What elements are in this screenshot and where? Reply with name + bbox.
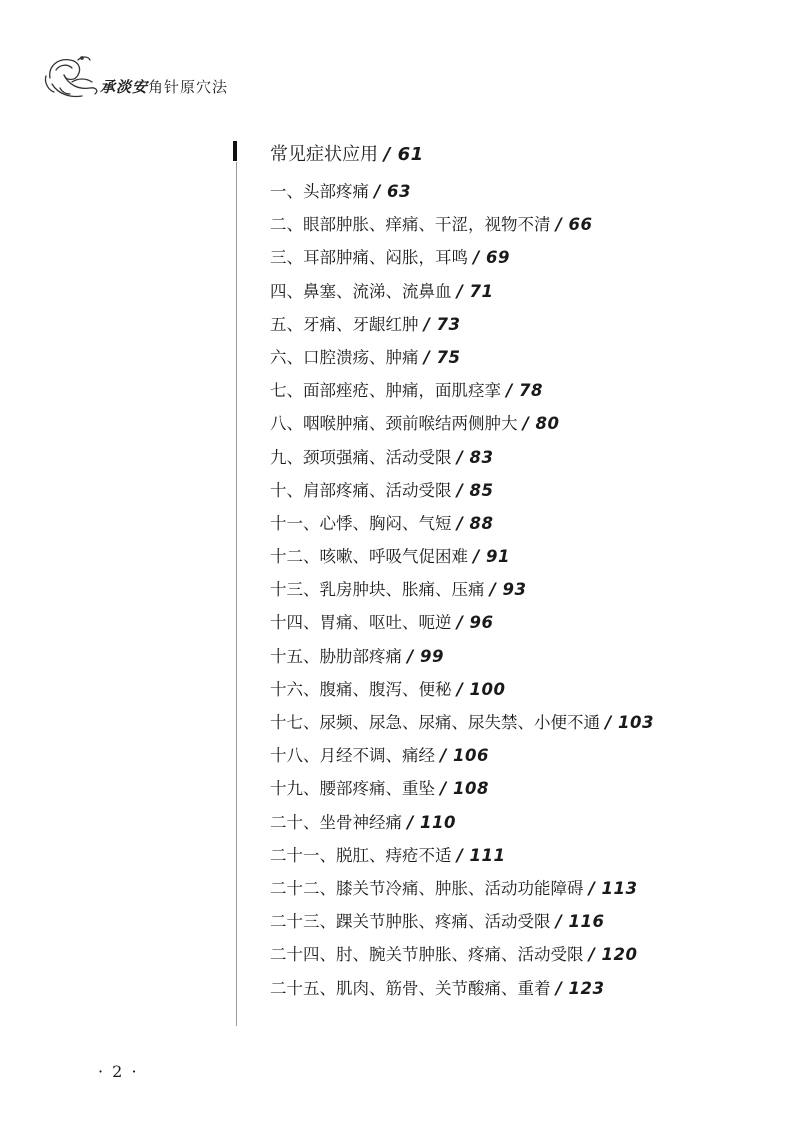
toc-entry-title: 二十三、踝关节肿胀、疼痛、活动受限 <box>270 912 551 932</box>
toc-entry-title: 六、口腔溃疡、肿痛 <box>270 347 419 367</box>
toc-entry-title: 二、眼部肿胀、痒痛、干涩，视物不清 <box>270 215 551 235</box>
toc-entry[interactable] <box>270 678 654 711</box>
toc-entry[interactable] <box>270 180 654 213</box>
toc-entry-page: / 96 <box>456 613 494 633</box>
toc-entry-page: / 108 <box>440 779 489 799</box>
toc-entry-title: 五、牙痛、牙龈红肿 <box>270 314 419 334</box>
book-title <box>100 76 228 97</box>
toc-entry[interactable] <box>270 213 654 246</box>
toc-entry[interactable] <box>270 777 654 810</box>
toc-entry-page: / 110 <box>407 812 456 832</box>
toc-entry[interactable] <box>270 346 654 379</box>
toc-entry[interactable] <box>270 744 654 777</box>
toc-entry-page: / 85 <box>456 480 494 500</box>
toc-entry[interactable] <box>270 645 654 678</box>
toc-entry[interactable] <box>270 446 654 479</box>
toc-entry-title: 十九、腰部疼痛、重坠 <box>270 779 435 799</box>
section-heading[interactable] <box>270 140 424 166</box>
toc-entry-title: 二十五、肌肉、筋骨、关节酸痛、重着 <box>270 978 551 998</box>
toc-entry[interactable] <box>270 578 654 611</box>
toc-entry-page: / 111 <box>456 845 506 865</box>
toc-entry-title: 二十、坐骨神经痛 <box>270 812 402 832</box>
toc-entry[interactable] <box>270 412 654 445</box>
toc-entry[interactable] <box>270 313 654 346</box>
running-header <box>42 48 302 118</box>
toc-entry-title: 十七、尿频、尿急、尿痛、尿失禁、小便不通 <box>270 713 600 732</box>
toc-entry[interactable] <box>270 512 654 545</box>
toc-entry[interactable] <box>270 711 654 744</box>
toc-entry[interactable] <box>270 811 654 844</box>
toc-entry-page: / 100 <box>456 679 506 699</box>
section-page: / 61 <box>383 144 424 165</box>
toc-entry[interactable] <box>270 246 654 279</box>
toc-entry[interactable] <box>270 479 654 512</box>
toc-entry-page: / 66 <box>555 215 593 235</box>
vertical-divider <box>236 162 237 1026</box>
crane-logo-icon <box>42 48 102 108</box>
book-title-author: 承淡安 <box>100 78 149 96</box>
toc-entry-page: / 71 <box>456 281 494 301</box>
toc-entry[interactable] <box>270 280 654 313</box>
toc-entry-page: / 73 <box>423 314 461 334</box>
toc-entry-title: 一、头部疼痛 <box>270 182 369 201</box>
toc-entry-page: / 80 <box>522 414 560 434</box>
toc-entry-page: / 88 <box>456 513 494 533</box>
toc-entry-page: / 83 <box>456 447 494 467</box>
toc-entry-page: / 116 <box>555 912 605 932</box>
toc-entry-page: / 69 <box>473 248 510 268</box>
toc-entry[interactable] <box>270 611 654 644</box>
toc-entry-page: / 120 <box>588 945 638 965</box>
toc-entry-title: 二十四、肘、腕关节肿胀、疼痛、活动受限 <box>270 945 584 965</box>
toc-entry-title: 四、鼻塞、流涕、流鼻血 <box>270 281 452 301</box>
toc-entry[interactable] <box>270 844 654 877</box>
toc-entry[interactable] <box>270 877 654 910</box>
toc-entry-title: 十二、咳嗽、呼吸气促困难 <box>270 547 468 567</box>
toc-entry[interactable] <box>270 379 654 412</box>
page-number: · 2 · <box>98 1062 139 1081</box>
toc-entry-title: 七、面部痤疮、肿痛，面肌痉挛 <box>270 381 501 401</box>
toc-entry-title: 三、耳部肿痛、闷胀，耳鸣 <box>270 248 468 268</box>
toc-entry[interactable] <box>270 977 654 1010</box>
toc-entry-page: / 103 <box>605 713 654 732</box>
toc-entry[interactable] <box>270 545 654 578</box>
toc-entry-page: / 78 <box>506 381 543 401</box>
toc-entry-page: / 99 <box>407 646 444 666</box>
toc-entry-page: / 106 <box>440 746 489 766</box>
toc-entry-page: / 63 <box>374 182 411 201</box>
toc-entry[interactable] <box>270 943 654 976</box>
toc-entry-page: / 93 <box>489 580 527 600</box>
section-marker-bar <box>233 141 237 161</box>
toc-entry-title: 八、咽喉肿痛、颈前喉结两侧肿大 <box>270 414 518 434</box>
toc-entry-title: 十四、胃痛、呕吐、呃逆 <box>270 613 452 633</box>
toc-entry-title: 十、肩部疼痛、活动受限 <box>270 480 452 500</box>
toc-entry-title: 十三、乳房肿块、胀痛、压痛 <box>270 580 485 600</box>
toc-entry-title: 十六、腹痛、腹泻、便秘 <box>270 679 452 699</box>
toc-entry-page: / 75 <box>423 347 461 367</box>
toc-entry-page: / 123 <box>555 978 605 998</box>
toc-entry-title: 十五、胁肋部疼痛 <box>270 646 402 666</box>
toc-entry-title: 九、颈项强痛、活动受限 <box>270 447 452 467</box>
toc-entry-title: 十一、心悸、胸闷、气短 <box>270 513 452 533</box>
toc-entry-title: 二十一、脱肛、痔疮不适 <box>270 845 452 865</box>
toc-entry-page: / 91 <box>473 547 510 567</box>
toc-entry-title: 二十二、膝关节冷痛、肿胀、活动功能障碍 <box>270 878 584 898</box>
table-of-contents <box>270 180 654 1010</box>
toc-entry-title: 十八、月经不调、痛经 <box>270 746 435 766</box>
toc-entry[interactable] <box>270 910 654 943</box>
section-title: 常见症状应用 <box>270 144 378 165</box>
book-title-subject: 角针原穴法 <box>148 78 229 96</box>
toc-entry-page: / 113 <box>588 878 638 898</box>
